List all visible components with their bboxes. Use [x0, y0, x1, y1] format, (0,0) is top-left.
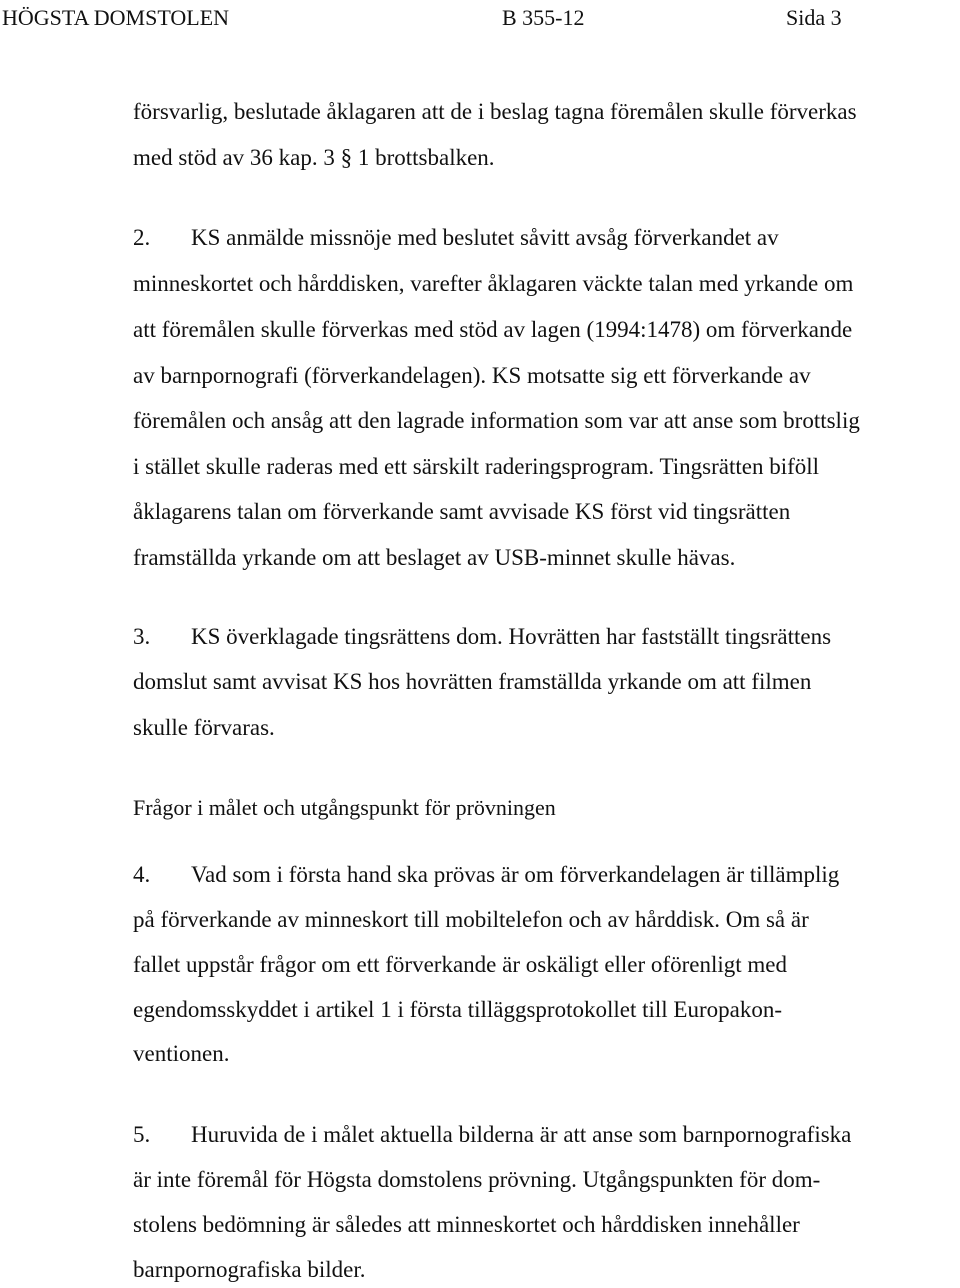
text-line: stolens bedömning är således att minneskortet och hårddisken innehåller	[133, 1212, 800, 1237]
page-header	[0, 5, 960, 35]
paragraph-number: 4.	[133, 862, 151, 887]
paragraph-number: 2.	[133, 225, 151, 250]
paragraph-number: 5.	[133, 1122, 151, 1147]
court-name: HÖGSTA DOMSTOLEN	[2, 5, 230, 30]
page-number: Sida 3	[786, 5, 842, 30]
section-heading: Frågor i målet och utgångspunkt för prövningen	[133, 795, 556, 820]
text-line: Vad som i första hand ska prövas är om förverkandelagen är tillämplig	[191, 862, 840, 887]
text-line: KS anmälde missnöje med beslutet såvitt avsåg förverkandet av	[191, 225, 779, 250]
text-line: åklagarens talan om förverkande samt avvisade KS först vid tingsrätten	[133, 499, 791, 524]
text-line: ventionen.	[133, 1041, 230, 1066]
text-line: domslut samt avvisat KS hos hovrätten framställda yrkande om att filmen	[133, 669, 812, 694]
text-line: fallet uppstår frågor om ett förverkande är oskäligt eller oförenligt med	[133, 952, 787, 977]
text-line: Huruvida de i målet aktuella bilderna är att anse som barnpornografiska	[191, 1122, 852, 1147]
text-line: på förverkande av minneskort till mobiltelefon och av hårddisk. Om så är	[133, 907, 809, 932]
case-number: B 355-12	[502, 5, 585, 30]
text-line: av barnpornografi (förverkandelagen). KS motsatte sig ett förverkande av	[133, 363, 811, 388]
text-line: framställda yrkande om att beslaget av USB-minnet skulle hävas.	[133, 545, 736, 570]
text-line: egendomsskyddet i artikel 1 i första tilläggsprotokollet till Europakon-	[133, 997, 782, 1022]
text-line: barnpornografiska bilder.	[133, 1257, 366, 1282]
text-line: försvarlig, beslutade åklagaren att de i beslag tagna föremålen skulle förverkas	[133, 99, 857, 124]
text-line: med stöd av 36 kap. 3 § 1 brottsbalken.	[133, 145, 495, 170]
text-line: föremålen och ansåg att den lagrade information som var att anse som brottslig	[133, 408, 860, 433]
text-line: minneskortet och hårddisken, varefter åklagaren väckte talan med yrkande om	[133, 271, 854, 296]
text-line: skulle förvaras.	[133, 715, 275, 740]
text-line: KS överklagade tingsrättens dom. Hovrätten har fastställt tingsrättens	[191, 624, 832, 649]
text-line: i stället skulle raderas med ett särskilt raderingsprogram. Tingsrätten biföll	[133, 454, 820, 479]
paragraph-number: 3.	[133, 624, 151, 649]
text-line: är inte föremål för Högsta domstolens prövning. Utgångspunkten för dom-	[133, 1167, 821, 1192]
text-line: att föremålen skulle förverkas med stöd av lagen (1994:1478) om förverkande	[133, 317, 853, 342]
